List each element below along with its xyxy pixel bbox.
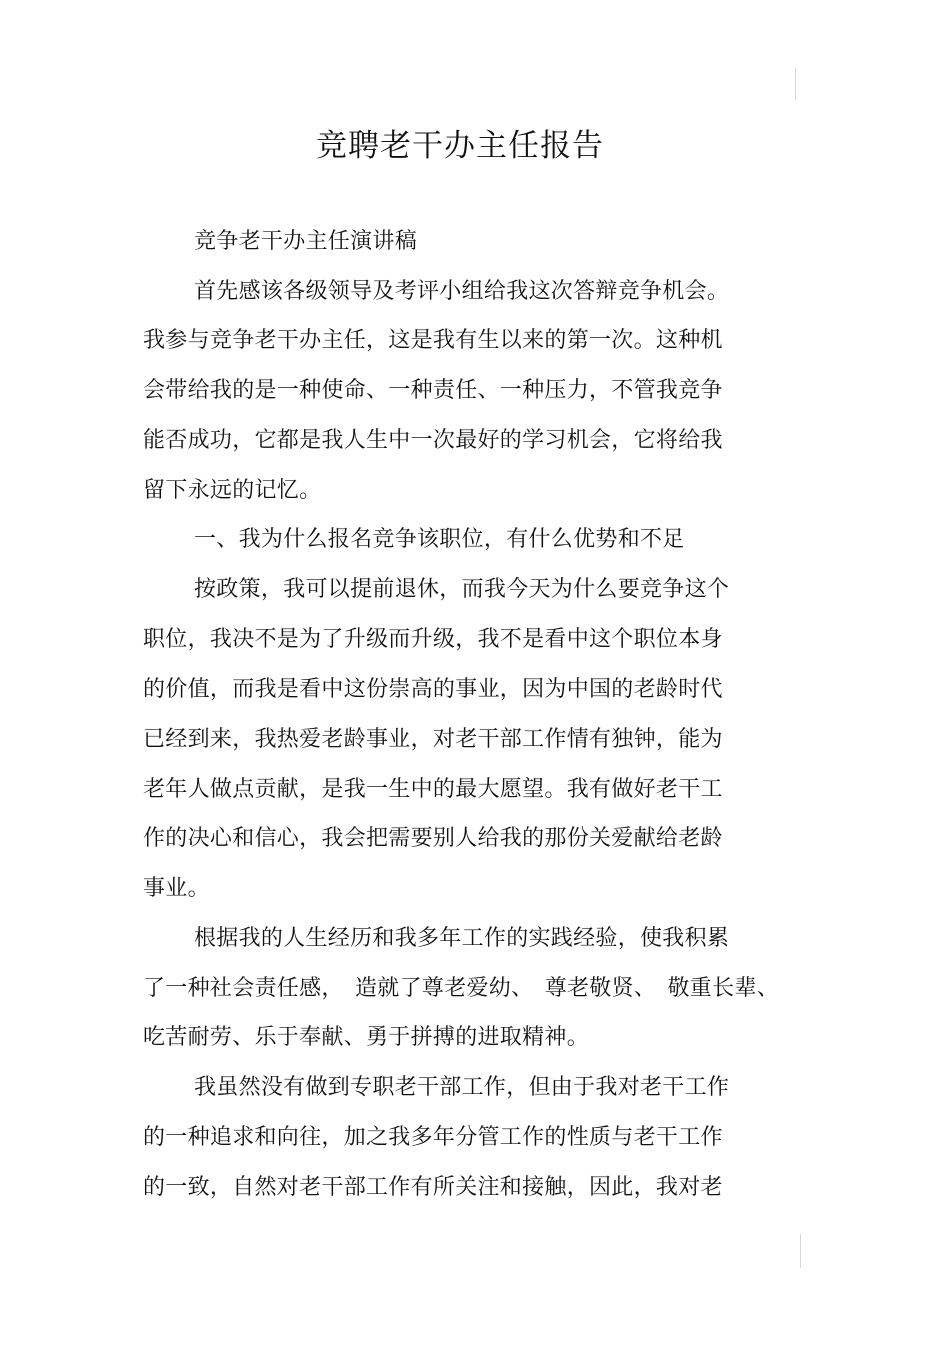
document-title: 竞聘老干办主任报告 [316, 128, 604, 164]
paragraph-line: 的一致，自然对老干部工作有所关注和接触，因此，我对老 [143, 1175, 723, 1200]
paragraph-line: 吃苦耐劳、乐于奉献、勇于拼搏的进取精神。 [143, 1025, 590, 1050]
paragraph-line: 作的决心和信心，我会把需要别人给我的那份关爱献给老龄 [143, 826, 723, 851]
paragraph-line: 能否成功，它都是我人生中一次最好的学习机会，它将给我 [143, 428, 723, 453]
page-corner-mark [795, 68, 796, 100]
page-corner-mark [800, 1234, 801, 1268]
subtitle-line: 竞争老干办主任演讲稿 [194, 229, 418, 254]
paragraph-line: 留下永远的记忆。 [143, 478, 322, 503]
paragraph-line: 了一种社会责任感， 造就了尊老爱幼、 尊老敬贤、 敬重长辈、 [143, 976, 780, 1001]
paragraph-line: 职位，我决不是为了升级而升级，我不是看中这个职位本身 [143, 627, 723, 652]
paragraph-line: 的一种追求和向往，加之我多年分管工作的性质与老干工作 [143, 1125, 723, 1150]
paragraph-line: 会带给我的是一种使命、一种责任、一种压力，不管我竞争 [143, 378, 723, 403]
paragraph-line: 首先感该各级领导及考评小组给我这次答辩竞争机会。 [194, 279, 730, 304]
paragraph-line: 我虽然没有做到专职老干部工作，但由于我对老干工作 [194, 1075, 730, 1100]
paragraph-line: 事业。 [143, 876, 210, 901]
section-heading: 一、我为什么报名竞争该职位，有什么优势和不足 [194, 527, 685, 552]
paragraph-line: 按政策，我可以提前退休，而我今天为什么要竞争这个 [194, 577, 730, 602]
paragraph-line: 已经到来，我热爱老龄事业，对老干部工作情有独钟，能为 [143, 727, 723, 752]
paragraph-line: 的价值，而我是看中这份崇高的事业，因为中国的老龄时代 [143, 677, 723, 702]
paragraph-line: 根据我的人生经历和我多年工作的实践经验，使我积累 [194, 926, 730, 951]
paragraph-line: 我参与竞争老干办主任，这是我有生以来的第一次。这种机 [143, 328, 723, 353]
paragraph-line: 老年人做点贡献，是我一生中的最大愿望。我有做好老干工 [143, 777, 723, 802]
